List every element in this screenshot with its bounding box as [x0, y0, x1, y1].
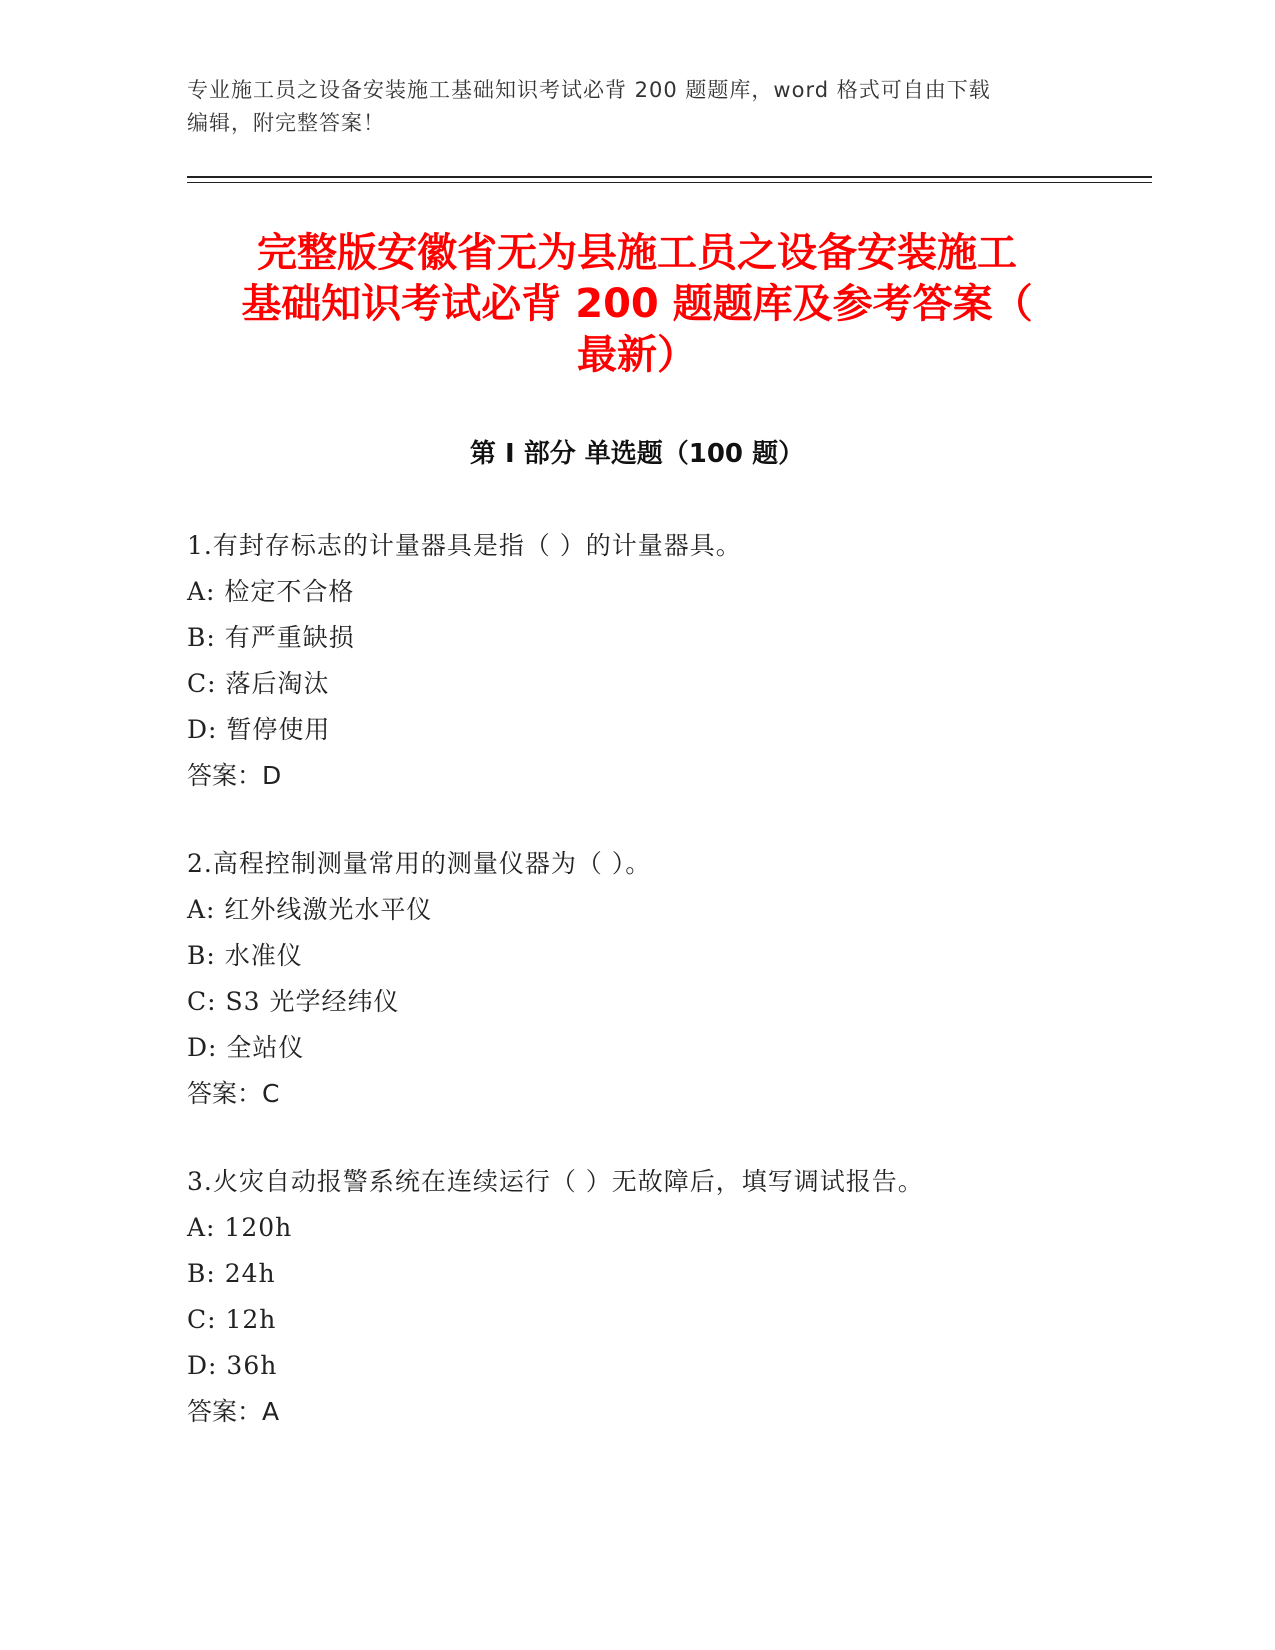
option-a: A: 检定不合格: [187, 577, 355, 606]
option-a: A: 120h: [187, 1213, 293, 1242]
document-title-line-2: 基础知识考试必背 200 题题库及参考答案（: [241, 281, 1033, 327]
option-c: C: S3 光学经纬仪: [187, 987, 400, 1016]
header-note: [187, 74, 1067, 140]
section-heading: 第 I 部分 单选题（100 题）: [469, 439, 805, 469]
header-note-line-2: 编辑，附完整答案！: [187, 111, 385, 135]
answer-line: 答案：C: [187, 1079, 280, 1108]
header-note-line-1: 专业施工员之设备安装施工基础知识考试必背 200 题题库，word 格式可自由下载: [187, 78, 991, 102]
document-title-line-3: 最新）: [577, 332, 697, 378]
document-title-line-1: 完整版安徽省无为县施工员之设备安装施工: [257, 230, 1017, 276]
header-divider-thin: [187, 182, 1152, 183]
option-c: C: 12h: [187, 1305, 277, 1334]
document-title: [187, 228, 1087, 381]
answer-line: 答案：D: [187, 761, 282, 790]
answer-line: 答案：A: [187, 1397, 280, 1426]
question-item: [187, 841, 1087, 1117]
option-d: D: 全站仪: [187, 1033, 305, 1062]
question-item: [187, 523, 1087, 799]
option-a: A: 红外线激光水平仪: [187, 895, 433, 924]
option-b: B: 水准仪: [187, 941, 303, 970]
option-b: B: 有严重缺损: [187, 623, 355, 652]
question-stem: 2.高程控制测量常用的测量仪器为（ ）。: [187, 849, 652, 878]
question-stem: 3.火灾自动报警系统在连续运行（ ）无故障后，填写调试报告。: [187, 1167, 924, 1196]
option-d: D: 暂停使用: [187, 715, 331, 744]
question-stem: 1.有封存标志的计量器具是指（ ）的计量器具。: [187, 531, 742, 560]
option-c: C: 落后淘汰: [187, 669, 330, 698]
option-b: B: 24h: [187, 1259, 276, 1288]
option-d: D: 36h: [187, 1351, 278, 1380]
question-item: [187, 1159, 1087, 1435]
header-divider-thick: [187, 176, 1152, 178]
